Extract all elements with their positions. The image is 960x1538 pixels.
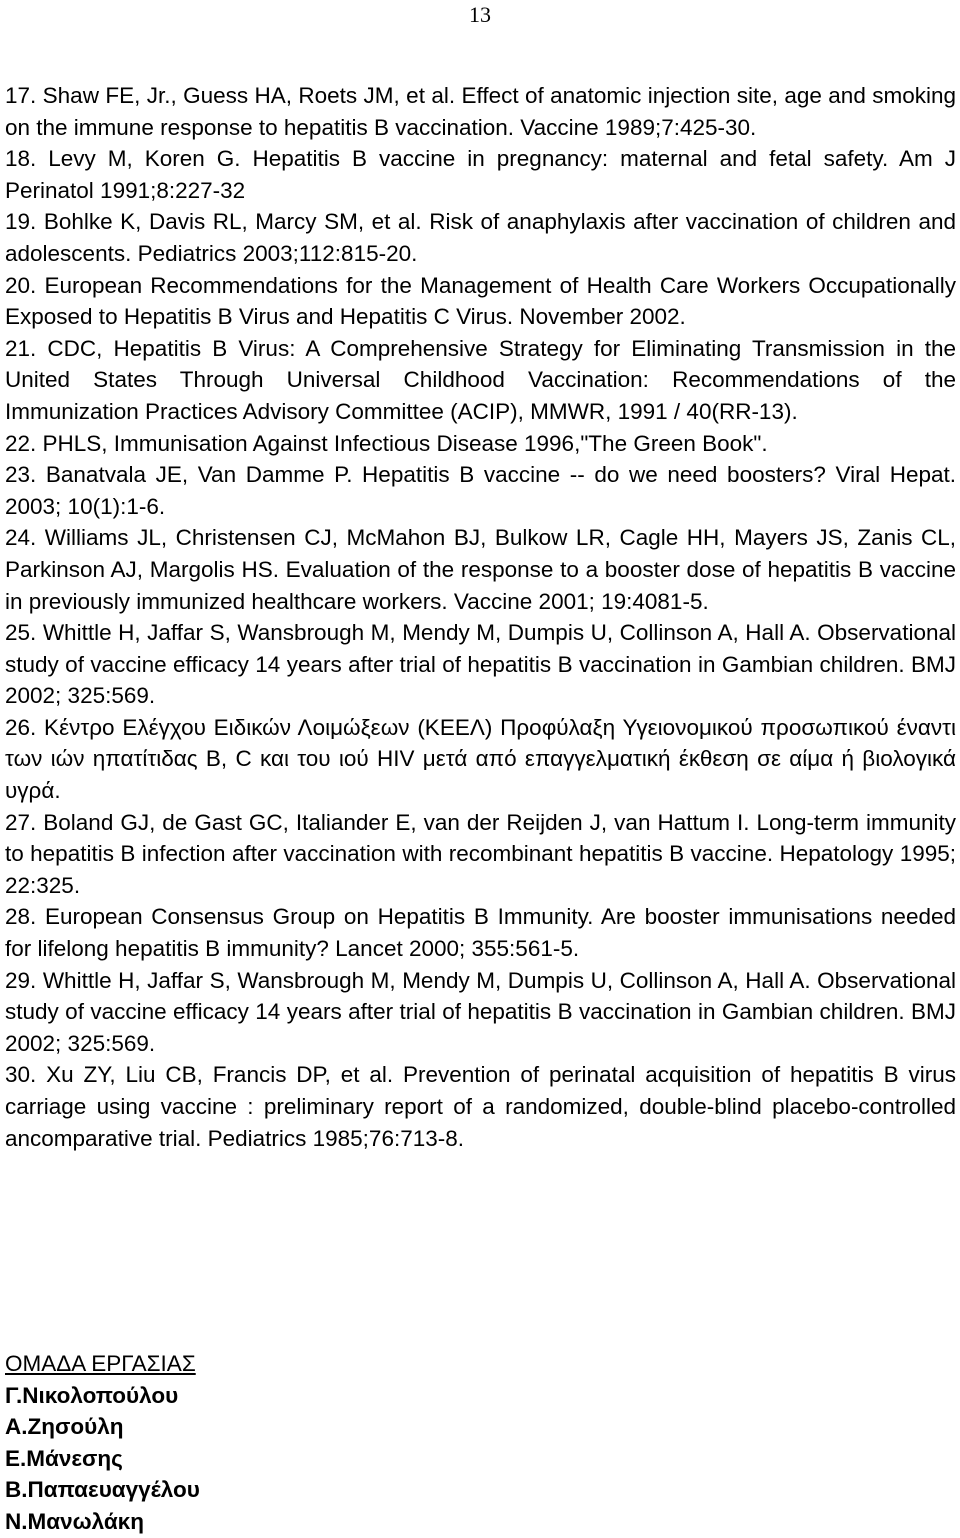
working-group-member: Ν.Μανωλάκη — [5, 1508, 144, 1534]
reference-item: 18. Levy M, Koren G. Hepatitis B vaccine in pregnancy: maternal and fetal safety. Am J Perinatol 1991;8:227-32 — [5, 146, 956, 203]
reference-item: 28. European Consensus Group on Hepatitis B Immunity. Are booster immunisations needed for lifelong hepatitis B immunity? Lancet 2000; 355:561-5. — [5, 904, 956, 962]
reference-item: 17. Shaw FE, Jr., Guess HA, Roets JM, et al. Effect of anatomic injection site, age and smoking on the immune response to hepatitis B vaccination. Vaccine 1989;7:425-30. — [5, 83, 956, 140]
working-group-member: Β.Παπαευαγγέλου — [5, 1477, 200, 1503]
reference-item: 22. PHLS, Immunisation Against Infectious Disease 1996,"The Green Book". — [5, 430, 768, 456]
working-group-title: ΟΜΑΔΑ ΕΡΓΑΣΙΑΣ — [5, 1351, 196, 1376]
working-group-member: Γ.Νικολοπούλου — [5, 1382, 179, 1408]
reference-item: 23. Banatvala JE, Van Damme P. Hepatitis B vaccine -- do we need boosters? Viral Hepat. 2003; 10(1):1-6. — [5, 462, 956, 519]
reference-item: 29. Whittle H, Jaffar S, Wansbrough M, Mendy M, Dumpis U, Collinson A, Hall A. Observational study of vaccine efficacy 14 years after trial of hepatitis B vaccination in Gambian children. BMJ 2002; 325:569. — [5, 967, 956, 1056]
working-group-member: Α.Ζησούλη — [5, 1414, 124, 1440]
working-group — [5, 1348, 200, 1538]
reference-item: 30. Xu ZY, Liu CB, Francis DP, et al. Prevention of perinatal acquisition of hepatitis B virus carriage using vaccine : preliminary report of a randomized, double-blind placebo-controlled ancomparative trial. Pediatrics 1985;76:713-8. — [5, 1062, 956, 1151]
reference-item: 21. CDC, Hepatitis B Virus: A Comprehensive Strategy for Eliminating Transmission in the United States Through Universal Childhood Vaccination: Recommendations of the Immunization Practices Advisory Committee (ACIP), MMWR, 1991 / 40(RR-13). — [5, 335, 956, 424]
page-number: 13 — [469, 2, 491, 27]
reference-item: 19. Bohlke K, Davis RL, Marcy SM, et al. Risk of anaphylaxis after vaccination of children and adolescents. Pediatrics 2003;112:815-20. — [5, 209, 956, 266]
reference-list — [5, 80, 956, 1154]
reference-item: 27. Boland GJ, de Gast GC, Italiander E, van der Reijden J, van Hattum I. Long-term immunity to hepatitis B infection after vaccination with recombinant hepatitis B vaccine. Hepatology 1995; 22:325. — [5, 809, 956, 898]
reference-item: 25. Whittle H, Jaffar S, Wansbrough M, Mendy M, Dumpis U, Collinson A, Hall A. Observational study of vaccine efficacy 14 years after trial of hepatitis B vaccination in Gambian children. BMJ 2002; 325:569. — [5, 620, 956, 709]
reference-item: 20. European Recommendations for the Management of Health Care Workers Occupationally Exposed to Hepatitis B Virus and Hepatitis C Virus. November 2002. — [5, 272, 956, 330]
reference-item: 24. Williams JL, Christensen CJ, McMahon BJ, Bulkow LR, Cagle HH, Mayers JS, Zanis CL, Parkinson AJ, Margolis HS. Evaluation of the response to a booster dose of hepatitis B vaccine in previously immunized healthcare workers. Vaccine 2001; 19:4081-5. — [5, 525, 956, 614]
reference-item: 26. Κέντρο Ελέγχου Ειδικών Λοιμώξεων (ΚΕΕΛ) Προφύλαξη Υγειονομικού προσωπικού έναντι των ιών ηπατίτιδας Β, C και του ιού HIV μετά από επαγγελματική έκθεση σε αίμα ή βιολογικά υγρά. — [5, 714, 956, 804]
working-group-member: Ε.Μάνεσης — [5, 1445, 123, 1471]
